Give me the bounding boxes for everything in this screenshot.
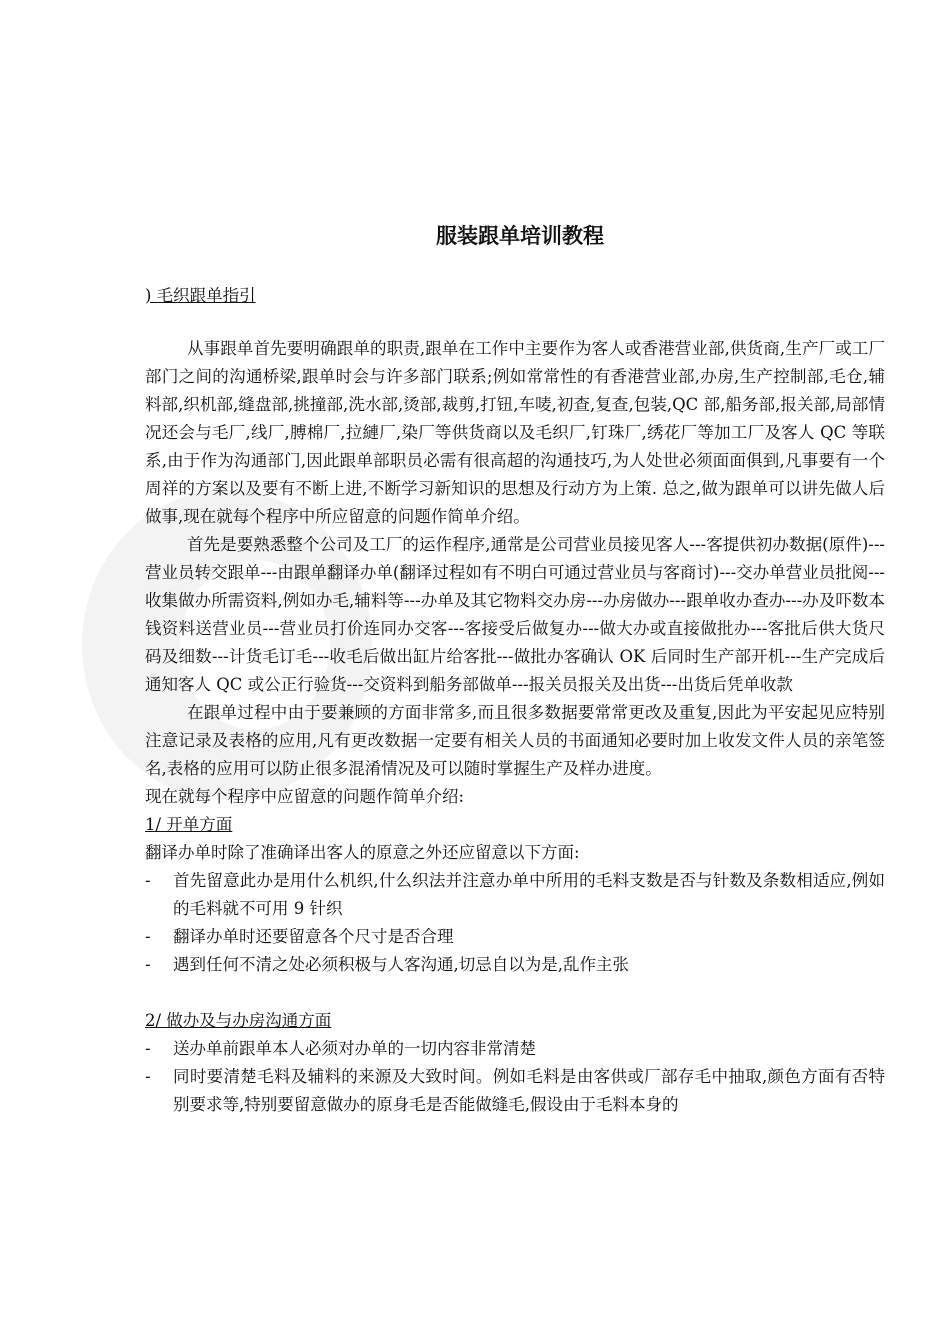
list-item: [145, 1063, 885, 1119]
paragraph-records: 在跟单过程中由于要兼顾的方面非常多,而且很多数据要常常更改及重复,因此为平安起见应特别注意记录及表格的应用,凡有更改数据一定要有相关人员的书面通知必要时加上收发文件人员的亲笔签名,表格的应用可以防止很多混淆情况及可以随时掌握生产及样办进度。: [145, 703, 885, 778]
dash-bullet: -: [145, 871, 151, 890]
list-item-text: 遇到任何不清之处必须积极与人客沟通,切忌自以为是,乱作主张: [173, 955, 629, 974]
section-sample-list: [145, 1035, 885, 1119]
paragraph-intro: 现在就每个程序中应留意的问题作简单介绍:: [145, 787, 465, 806]
list-item: [145, 1035, 885, 1063]
list-item-text: 翻译办单时还要留意各个尺寸是否合理: [173, 927, 454, 946]
list-item: [145, 923, 885, 951]
section-heading-sample: 2/ 做办及与办房沟通方面: [145, 1011, 332, 1030]
list-item: [145, 951, 885, 979]
section-order-lead: 翻译办单时除了准确译出客人的原意之外还应留意以下方面:: [145, 843, 580, 862]
document-title: 服装跟单培训教程: [436, 223, 604, 248]
section-heading-main: ) 毛织跟单指引: [145, 286, 256, 305]
blank-line: [145, 979, 885, 1007]
list-item-text: 首先留意此办是用什么机织,什么织法并注意办单中所用的毛料支数是否与针数及条数相适应,例如的毛料就不可用 9 针织: [173, 871, 885, 918]
section-heading-order: 1/ 开单方面: [145, 815, 233, 834]
dash-bullet: -: [145, 955, 151, 974]
section-order-list: [145, 867, 885, 979]
list-item-text: 同时要清楚毛料及辅料的来源及大致时间。例如毛料是由客供或厂部存毛中抽取,颜色方面有否特别要求等,特别要留意做办的原身毛是否能做缝毛,假设由于毛料本身的: [173, 1067, 885, 1114]
dash-bullet: -: [145, 927, 151, 946]
list-item-text: 送办单前跟单本人必须对办单的一切内容非常清楚: [173, 1039, 536, 1058]
dash-bullet: -: [145, 1039, 151, 1058]
paragraph-workflow: 首先是要熟悉整个公司及工厂的运作程序,通常是公司营业员接见客人---客提供初办数据(原件)---营业员转交跟单---由跟单翻译办单(翻译过程如有不明白可通过营业员与客商讨)---交办单营业员批阅---收集做办所需资料,例如办毛,辅料等---办单及其它物料交办房---办房做办---跟单收办查办---办及吓数本钱资料送营业员---营业员打价连同办交客---客接受后做复办---做大办或直接做批办---客批后供大货尺码及细数---计货毛订毛---收毛后做出缸片给客批---做批办客确认 OK 后同时生产部开机---生产完成后通知客人 QC 或公正行验货---交资料到船务部做单---报关员报关及出货---出货后凭单收款: [145, 535, 885, 694]
document-content: [145, 220, 885, 1119]
paragraph-duties: 从事跟单首先要明确跟单的职责,跟单在工作中主要作为客人或香港营业部,供货商,生产厂或工厂部门之间的沟通桥梁,跟单时会与许多部门联系;例如常常性的有香港营业部,办房,生产控制部,毛仓,辅料部,织机部,缝盘部,挑撞部,洗水部,烫部,裁剪,打钮,车唛,初查,复查,包装,QC 部,船务部,报关部,局部情况还会与毛厂,线厂,膊棉厂,拉縺厂,染厂等供货商以及毛织厂,钉珠厂,绣花厂等加工厂及客人 QC 等联系,由于作为沟通部门,因此跟单部职员必需有很高超的沟通技巧,为人处世必须面面俱到,凡事要有一个周祥的方案以及要有不断上进,不断学习新知识的思想及行动方为上策. 总之,做为跟单可以讲先做人后做事,现在就每个程序中所应留意的问题作简单介绍。: [145, 339, 885, 526]
list-item: [145, 867, 885, 923]
dash-bullet: -: [145, 1067, 151, 1086]
